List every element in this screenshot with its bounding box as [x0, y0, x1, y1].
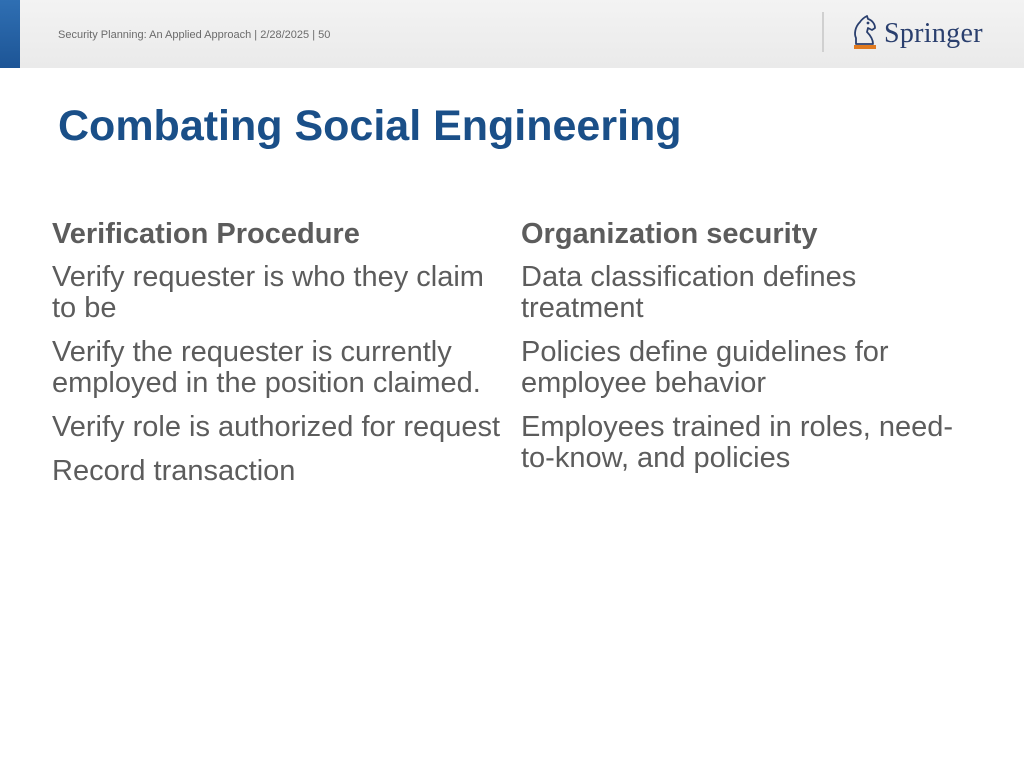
- slide-title: Combating Social Engineering: [58, 102, 682, 150]
- chess-knight-icon: [850, 14, 880, 52]
- header-divider: [822, 12, 824, 52]
- column-heading-left: Verification Procedure: [52, 218, 360, 250]
- list-item: Verify the requester is currently employed in the position claimed.: [52, 336, 481, 399]
- springer-logo: [850, 14, 990, 52]
- list-item: Employees trained in roles, need-to-know, and policies: [521, 411, 954, 474]
- list-item: Verify role is authorized for request: [52, 411, 501, 443]
- list-item: Verify requester is who they claim to be: [52, 261, 484, 324]
- springer-logo-text: Springer: [884, 18, 983, 49]
- column-heading-right: Organization security: [521, 218, 818, 250]
- organization-security-column: [521, 216, 971, 487]
- verification-procedure-column: [52, 216, 502, 500]
- list-item: Record transaction: [52, 455, 296, 487]
- accent-bar: [0, 0, 20, 68]
- slide-header: [0, 0, 1024, 68]
- list-item: Policies define guidelines for employee behavior: [521, 336, 889, 399]
- list-item: Data classification defines treatment: [521, 261, 857, 324]
- slide-footer-text: Security Planning: An Applied Approach | 2/28/2025 | 50: [58, 29, 331, 41]
